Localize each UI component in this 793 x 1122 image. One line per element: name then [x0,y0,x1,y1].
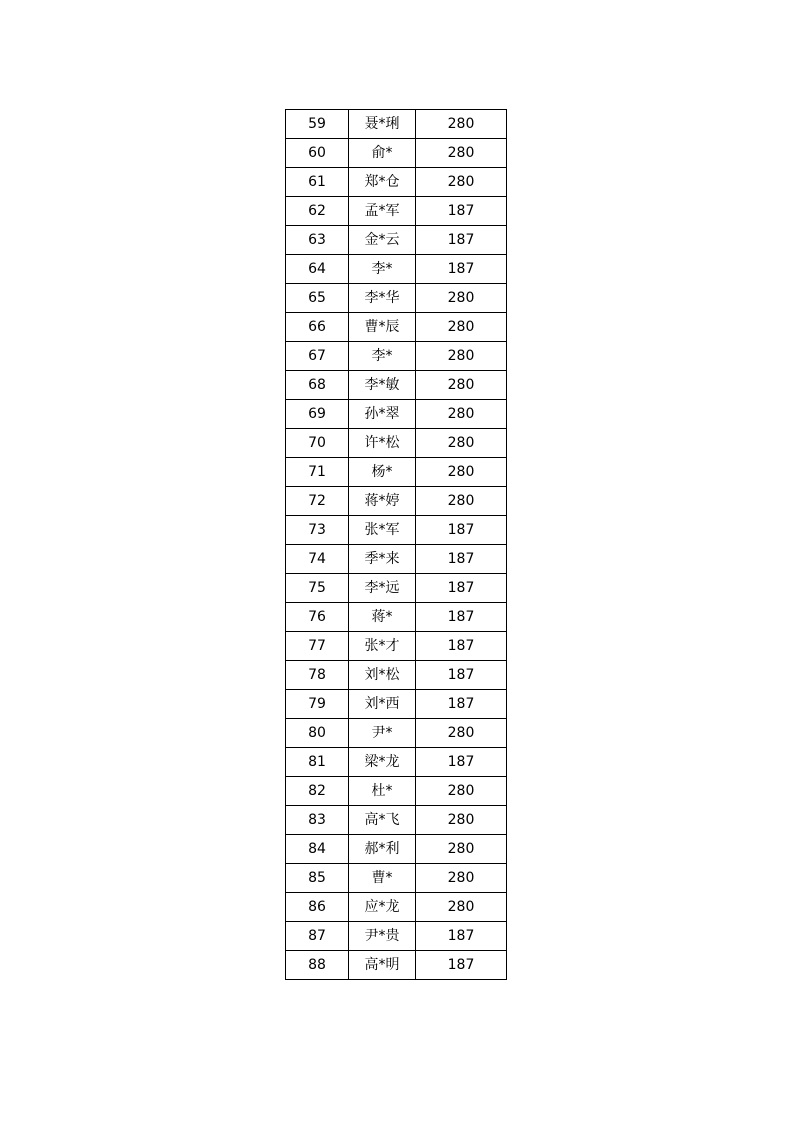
amount-cell: 280 [416,400,507,429]
amount-cell: 280 [416,429,507,458]
amount-cell: 280 [416,168,507,197]
row-number-cell: 59 [286,110,349,139]
name-cell: 蒋*婷 [349,487,416,516]
row-number-cell: 61 [286,168,349,197]
name-cell: 梁*龙 [349,748,416,777]
row-number-cell: 85 [286,864,349,893]
name-cell: 尹* [349,719,416,748]
table-row [286,255,507,284]
row-number-cell: 75 [286,574,349,603]
row-number-cell: 76 [286,603,349,632]
table-row [286,806,507,835]
amount-cell: 187 [416,545,507,574]
table-row [286,487,507,516]
amount-cell: 187 [416,748,507,777]
table-row [286,893,507,922]
amount-cell: 187 [416,574,507,603]
name-cell: 俞* [349,139,416,168]
row-number-cell: 65 [286,284,349,313]
row-number-cell: 78 [286,661,349,690]
table-row [286,110,507,139]
amount-cell: 280 [416,139,507,168]
name-cell: 应*龙 [349,893,416,922]
table-row [286,400,507,429]
row-number-cell: 79 [286,690,349,719]
amount-cell: 280 [416,371,507,400]
table-row [286,226,507,255]
name-cell: 杨* [349,458,416,487]
name-cell: 李*远 [349,574,416,603]
table-row [286,139,507,168]
row-number-cell: 84 [286,835,349,864]
row-number-cell: 74 [286,545,349,574]
table-row [286,632,507,661]
row-number-cell: 64 [286,255,349,284]
name-cell: 蒋* [349,603,416,632]
row-number-cell: 60 [286,139,349,168]
amount-cell: 187 [416,951,507,980]
name-cell: 高*明 [349,951,416,980]
amount-cell: 280 [416,719,507,748]
table-row [286,313,507,342]
table-row [286,661,507,690]
table-row [286,835,507,864]
row-number-cell: 73 [286,516,349,545]
amount-cell: 187 [416,632,507,661]
amount-cell: 187 [416,922,507,951]
table-row [286,516,507,545]
table-row [286,951,507,980]
amount-cell: 280 [416,342,507,371]
table-row [286,429,507,458]
row-number-cell: 81 [286,748,349,777]
table-row [286,197,507,226]
name-cell: 李* [349,255,416,284]
row-number-cell: 67 [286,342,349,371]
amount-cell: 280 [416,487,507,516]
name-cell: 许*松 [349,429,416,458]
table-row [286,719,507,748]
row-number-cell: 88 [286,951,349,980]
table-row [286,777,507,806]
name-cell: 季*来 [349,545,416,574]
name-cell: 孟*军 [349,197,416,226]
table-row [286,458,507,487]
row-number-cell: 80 [286,719,349,748]
name-cell: 杜* [349,777,416,806]
row-number-cell: 70 [286,429,349,458]
name-cell: 郑*仓 [349,168,416,197]
row-number-cell: 66 [286,313,349,342]
name-cell: 聂*琍 [349,110,416,139]
table-row [286,545,507,574]
amount-cell: 280 [416,313,507,342]
amount-cell: 280 [416,458,507,487]
amount-cell: 187 [416,690,507,719]
row-number-cell: 87 [286,922,349,951]
amount-cell: 187 [416,516,507,545]
row-number-cell: 71 [286,458,349,487]
name-cell: 郝*利 [349,835,416,864]
data-table [285,109,507,980]
amount-cell: 280 [416,777,507,806]
table-row [286,284,507,313]
amount-cell: 187 [416,255,507,284]
row-number-cell: 62 [286,197,349,226]
name-cell: 高*飞 [349,806,416,835]
row-number-cell: 77 [286,632,349,661]
name-cell: 张*军 [349,516,416,545]
amount-cell: 187 [416,226,507,255]
table-row [286,168,507,197]
amount-cell: 280 [416,110,507,139]
name-cell: 李*华 [349,284,416,313]
name-cell: 李* [349,342,416,371]
amount-cell: 280 [416,284,507,313]
table-row [286,574,507,603]
row-number-cell: 82 [286,777,349,806]
row-number-cell: 69 [286,400,349,429]
name-cell: 刘*松 [349,661,416,690]
table-row [286,603,507,632]
name-cell: 曹*辰 [349,313,416,342]
amount-cell: 280 [416,835,507,864]
amount-cell: 280 [416,864,507,893]
amount-cell: 187 [416,603,507,632]
table-row [286,690,507,719]
row-number-cell: 83 [286,806,349,835]
row-number-cell: 86 [286,893,349,922]
table-row [286,371,507,400]
row-number-cell: 63 [286,226,349,255]
name-cell: 孙*翠 [349,400,416,429]
table-row [286,922,507,951]
amount-cell: 280 [416,893,507,922]
name-cell: 金*云 [349,226,416,255]
row-number-cell: 68 [286,371,349,400]
amount-cell: 187 [416,197,507,226]
name-cell: 李*敏 [349,371,416,400]
table-row [286,748,507,777]
table-body [286,110,507,980]
row-number-cell: 72 [286,487,349,516]
amount-cell: 280 [416,806,507,835]
name-cell: 刘*西 [349,690,416,719]
name-cell: 尹*贵 [349,922,416,951]
table-row [286,342,507,371]
amount-cell: 187 [416,661,507,690]
name-cell: 张*才 [349,632,416,661]
table-row [286,864,507,893]
name-cell: 曹* [349,864,416,893]
